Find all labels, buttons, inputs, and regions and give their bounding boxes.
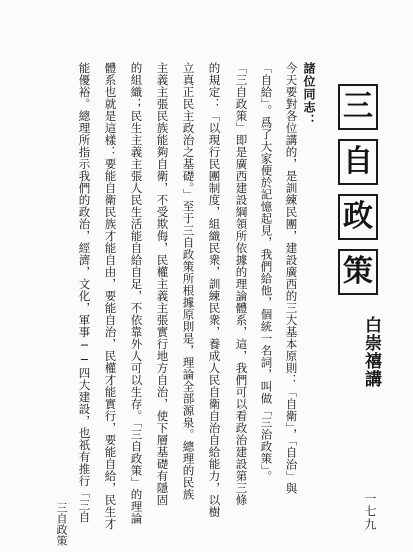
body-column: 能優裕。總理所指示我們的政治，經濟，文化，軍事──四大建設，也祇有推行「三自	[77, 62, 92, 523]
body-column: 的組織；民生主義主張人民生活能自給自足，不依靠外人可以生存。「三自政策」的理論	[129, 62, 144, 525]
body-column: 立真正民主政治之基礎。」至于三自政策所根據原則是，理論全部源泉。總理的民族	[181, 62, 196, 501]
page-number: 一七九	[363, 492, 377, 531]
title-char: 策	[338, 249, 378, 295]
running-footer: 三自政策	[55, 502, 68, 546]
body-column: 的規定：「以現行民團制度，組織民衆，訓練民衆，養成人民自衛自治自給能力，以樹	[207, 62, 222, 518]
body-column: 主義主張民族能夠自衛，不受欺侮，民權主義主張實行地方自治，使下層基礎有隱固	[155, 62, 170, 506]
title-char: 自	[338, 139, 378, 185]
title-char: 政	[338, 194, 378, 240]
body-column: 「三自政策」即是廣西建設綱領所依據的理論體系，這，我們可以看政治建設第三條	[234, 62, 249, 506]
title-block	[336, 84, 380, 295]
body-column: 體系也就是這樣：要能自衛民族才能自由，要能自治，民權才能實行，要能自給，民生才	[103, 62, 118, 530]
salutation: 諸位同志：	[302, 62, 316, 127]
title-char: 三	[338, 84, 378, 130]
body-column: 「自給」。爲了大家便於記憶起見，我們給他，個統一名詞，叫做「三治政策」。	[259, 62, 274, 483]
author-name: 白崇禧講	[361, 316, 381, 388]
body-column: 今天要對各位講的，是訓練民團，建設廣西的三大基本原則：「自衛」，「自治」與	[284, 62, 299, 495]
